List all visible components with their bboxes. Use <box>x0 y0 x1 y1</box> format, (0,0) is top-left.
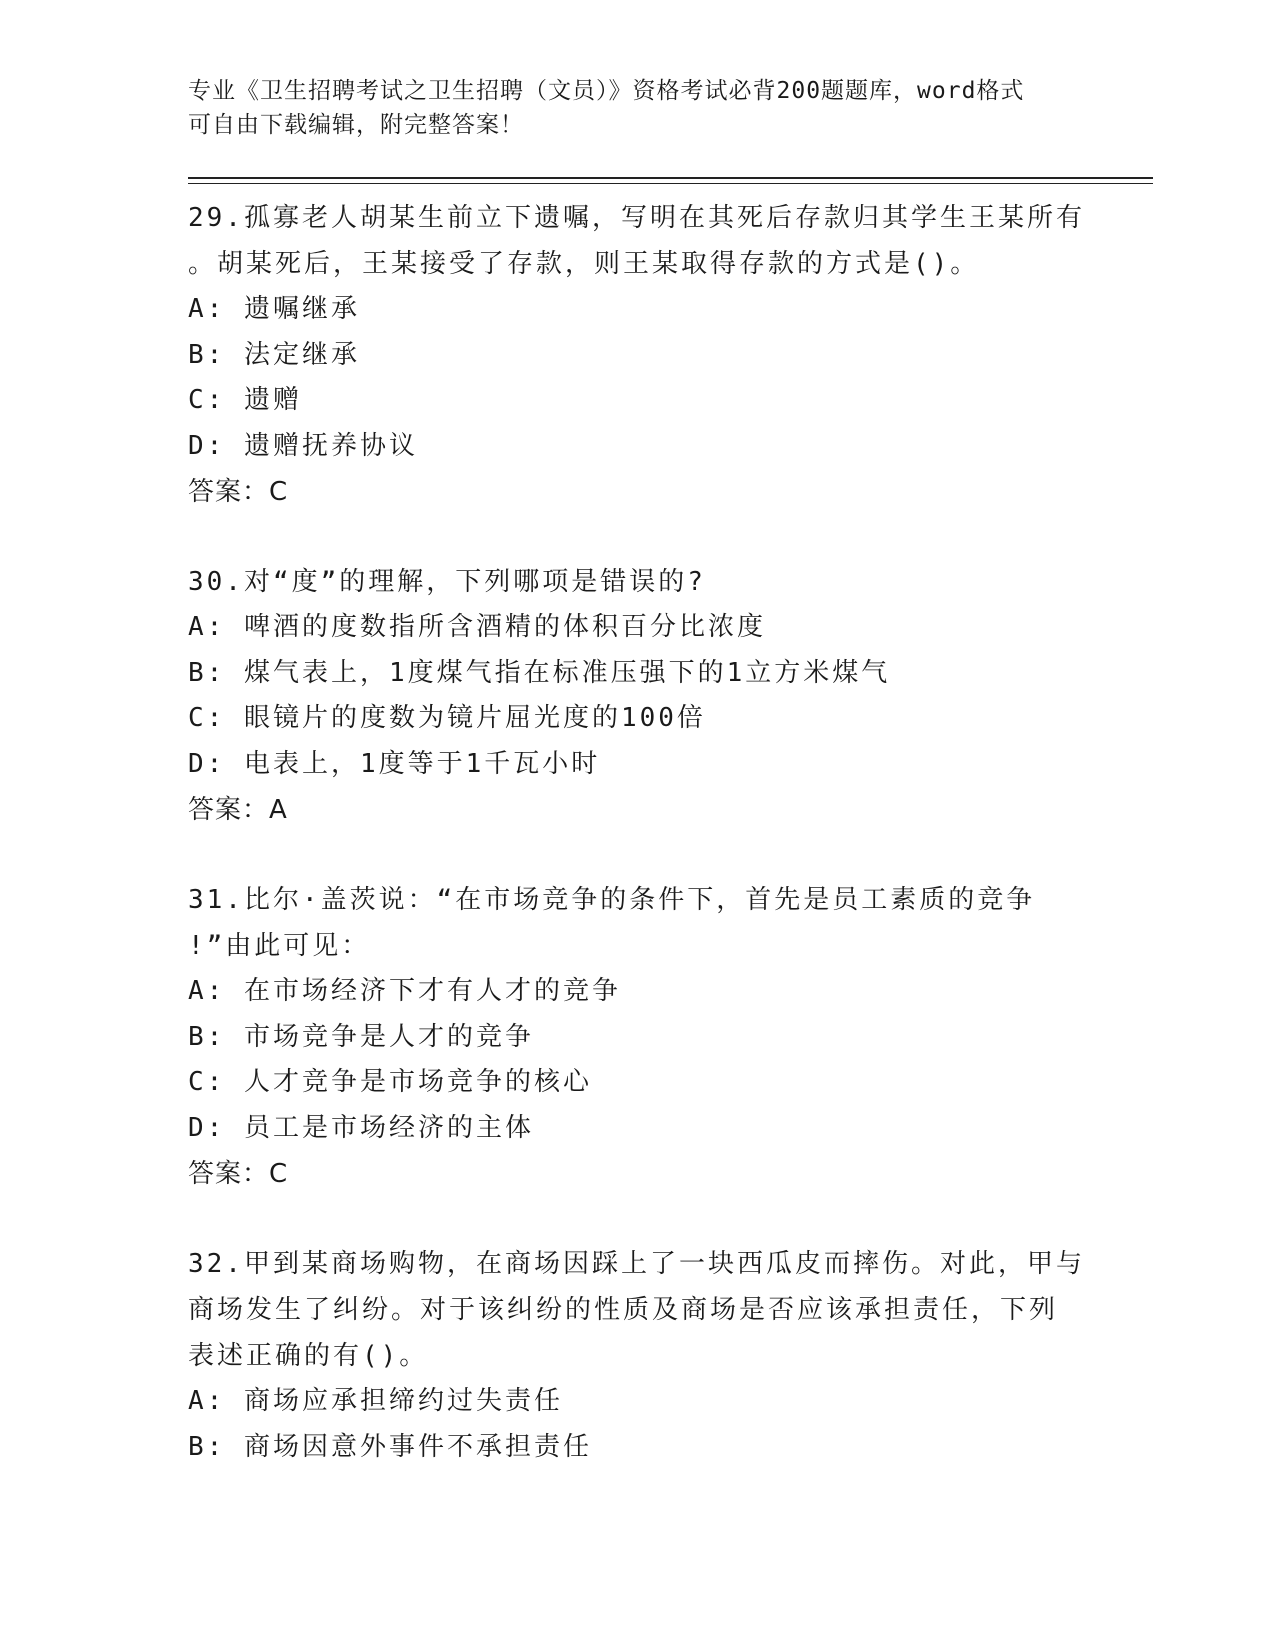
header-divider-thick <box>188 177 1153 179</box>
answer-label: 答案：C <box>188 477 289 507</box>
option-d: D: 电表上，1度等于1千瓦小时 <box>188 748 601 779</box>
option-d: D: 遗赠抚养协议 <box>188 430 418 461</box>
question-32 <box>188 1241 1088 1470</box>
option-c: C: 遗赠 <box>188 385 302 415</box>
option-a: A: 遗嘱继承 <box>188 294 360 324</box>
question-stem-line: !”由此可见： <box>188 931 371 961</box>
option-d: D: 员工是市场经济的主体 <box>188 1112 534 1143</box>
question-stem <box>188 195 1088 287</box>
option-a: A: 啤酒的度数指所含酒精的体积百分比浓度 <box>188 612 766 642</box>
question-stem <box>188 559 1088 605</box>
option-b: B: 煤气表上，1度煤气指在标准压强下的1立方米煤气 <box>188 657 891 688</box>
header-title-line-2: 可自由下载编辑，附完整答案！ <box>188 112 524 138</box>
question-29 <box>188 195 1088 515</box>
question-stem-line: 29.孤寡老人胡某生前立下遗嘱，写明在其死后存款归其学生王某所有 <box>188 203 1085 233</box>
question-stem-line: 32.甲到某商场购物，在商场因踩上了一块西瓜皮而摔伤。对此，甲与 <box>188 1249 1085 1279</box>
question-stem-line: 商场发生了纠纷。对于该纠纷的性质及商场是否应该承担责任，下列 <box>188 1295 1059 1325</box>
option-c: C: 人才竞争是市场竞争的核心 <box>188 1067 592 1097</box>
option-a: A: 在市场经济下才有人才的竞争 <box>188 976 621 1006</box>
question-stem-line: 。胡某死后，王某接受了存款，则王某取得存款的方式是()。 <box>188 249 980 279</box>
question-stem-line: 表述正确的有()。 <box>188 1341 429 1371</box>
header-title-line-1: 专业《卫生招聘考试之卫生招聘（文员）》资格考试必背200题题库，word格式 <box>188 78 1025 104</box>
question-stem <box>188 1241 1088 1379</box>
header-divider-thin <box>188 183 1153 184</box>
answer-label: 答案：C <box>188 1159 289 1189</box>
question-31 <box>188 877 1088 1197</box>
option-b: B: 市场竞争是人才的竞争 <box>188 1021 534 1052</box>
question-list <box>188 195 1088 1514</box>
answer-label: 答案：A <box>188 795 288 825</box>
question-stem-line: 30.对“度”的理解，下列哪项是错误的? <box>188 567 706 597</box>
document-header <box>188 74 1088 142</box>
option-a: A: 商场应承担缔约过失责任 <box>188 1386 563 1416</box>
option-c: C: 眼镜片的度数为镜片屈光度的100倍 <box>188 703 706 733</box>
option-b: B: 商场因意外事件不承担责任 <box>188 1431 592 1462</box>
question-stem <box>188 877 1088 969</box>
question-30 <box>188 559 1088 833</box>
question-stem-line: 31.比尔·盖茨说：“在市场竞争的条件下，首先是员工素质的竞争 <box>188 885 1036 915</box>
option-b: B: 法定继承 <box>188 339 360 370</box>
